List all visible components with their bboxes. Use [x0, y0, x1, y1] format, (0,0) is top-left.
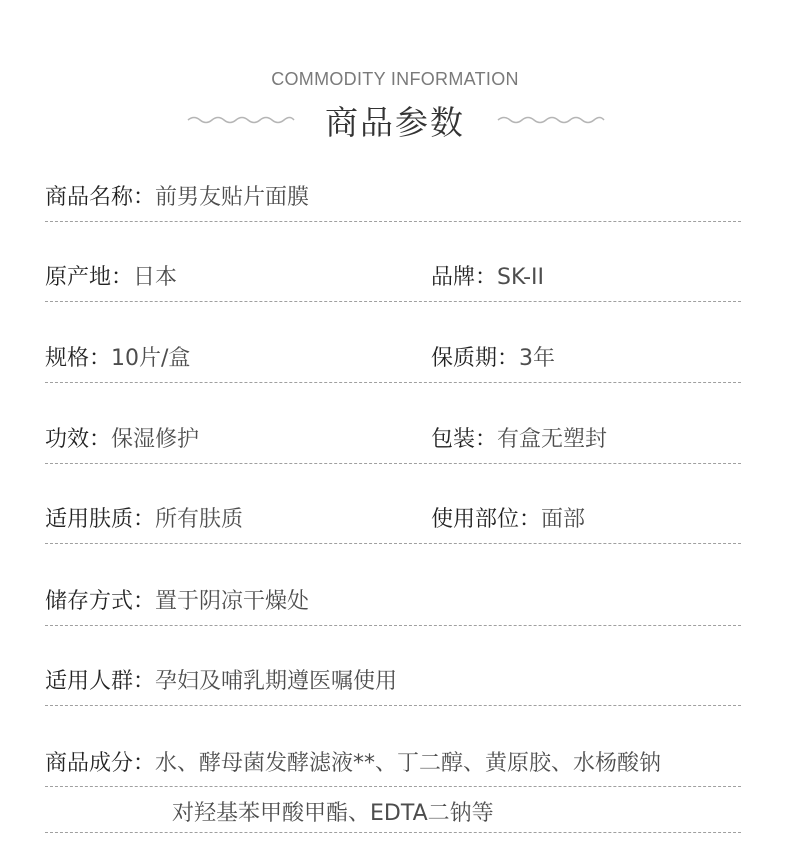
param-packaging	[431, 425, 607, 455]
param-value: 对羟基苯甲酸甲酯、EDTA二钠等	[172, 801, 494, 826]
param-value: 10片/盒	[111, 346, 191, 371]
section-subtitle: COMMODITY INFORMATION	[271, 69, 519, 89]
param-effect	[45, 425, 199, 455]
param-label: 原产地：	[45, 265, 134, 290]
param-row-storage	[45, 587, 741, 626]
wave-decoration-right	[496, 113, 606, 125]
param-label: 保质期：	[431, 346, 520, 371]
param-value: 水、酵母菌发酵滤液**、丁二醇、黄原胶、水杨酸钠	[155, 751, 662, 776]
param-row-ingredients	[45, 749, 741, 787]
param-spec	[45, 344, 190, 374]
param-value: 孕妇及哺乳期遵医嘱使用	[155, 669, 398, 694]
param-label: 储存方式：	[45, 589, 156, 614]
param-row-product-name	[45, 183, 741, 222]
param-origin	[45, 263, 177, 293]
param-value: 置于阴凉干燥处	[155, 589, 310, 614]
param-value: 3年	[519, 346, 556, 371]
param-value: 前男友贴片面膜	[155, 185, 310, 210]
param-label: 规格：	[45, 346, 112, 371]
param-row-origin-brand	[45, 263, 741, 302]
param-label: 使用部位：	[431, 507, 542, 532]
param-ingredients-continuation	[45, 799, 741, 833]
param-row-target-group	[45, 667, 741, 706]
param-label: 商品名称：	[45, 185, 156, 210]
param-value: 保湿修护	[111, 427, 200, 452]
param-skin-type	[45, 505, 243, 535]
param-label: 包装：	[431, 427, 498, 452]
param-row-skin-type-area	[45, 505, 741, 544]
param-shelf-life	[431, 344, 555, 374]
param-value: SK-II	[497, 265, 545, 290]
param-brand	[431, 263, 544, 293]
param-label: 品牌：	[431, 265, 498, 290]
param-label: 适用人群：	[45, 669, 156, 694]
param-label: 适用肤质：	[45, 507, 156, 532]
param-label: 功效：	[45, 427, 112, 452]
param-row-spec-shelf-life	[45, 344, 741, 383]
section-header	[0, 0, 790, 150]
param-product-name	[45, 183, 309, 213]
param-usage-area	[431, 505, 585, 535]
param-row-effect-packaging	[45, 425, 741, 464]
param-target-group	[45, 667, 397, 697]
section-title: 商品参数	[325, 103, 465, 142]
param-value: 所有肤质	[155, 507, 244, 532]
param-value: 有盒无塑封	[497, 427, 608, 452]
param-value: 面部	[541, 507, 586, 532]
param-storage	[45, 587, 309, 617]
param-ingredients	[45, 749, 661, 779]
param-label: 商品成分：	[45, 751, 156, 776]
param-value: 日本	[133, 265, 178, 290]
